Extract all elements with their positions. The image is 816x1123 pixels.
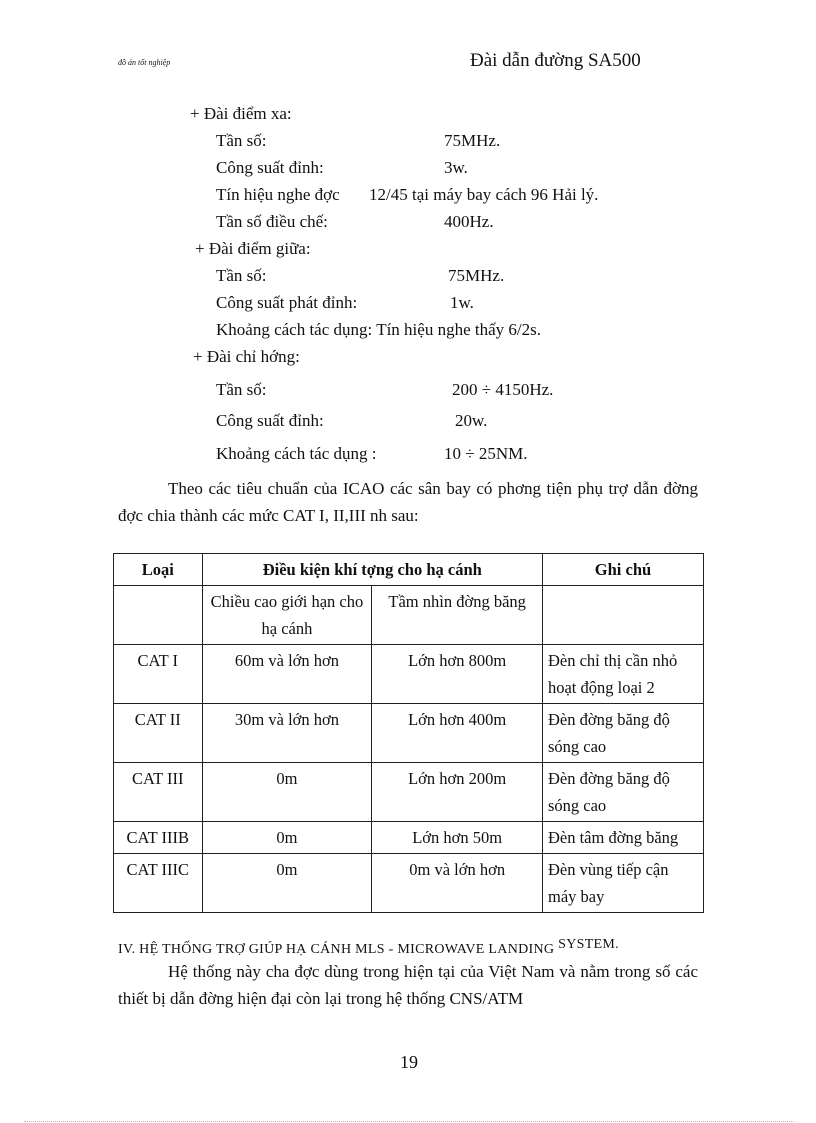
height-cell: 0m — [202, 854, 372, 913]
spec-label: Tần số: — [216, 266, 267, 285]
section-title: IV. HỆ THỐNG TRỢ GIÚP HẠ CÁNH MLS - MICROWAVE LANDING — [118, 942, 555, 957]
height-cell: 60m và lớn hơn — [202, 645, 372, 704]
spec-value: 75MHz. — [448, 266, 505, 285]
spec-value: 10 ÷ 25NM. — [444, 444, 528, 463]
direction-beacon-heading: + Đài chỉ hớng: — [193, 347, 300, 366]
section-heading — [118, 937, 619, 958]
spec-value: 1w. — [450, 293, 474, 312]
height-cell: 0m — [202, 763, 372, 822]
visibility-cell: Lớn hơn 800m — [372, 645, 543, 704]
subheader-height: Chiều cao giới hạn cho hạ cánh — [202, 586, 372, 645]
cat-cell: CAT IIIC — [114, 854, 203, 913]
cat-table — [113, 553, 704, 913]
section-title-suffix: SYSTEM. — [558, 937, 619, 952]
header-type: Loại — [114, 554, 203, 586]
spec-value: 75MHz. — [444, 131, 501, 150]
cat-cell: CAT II — [114, 704, 203, 763]
header-conditions: Điều kiện khí tợng cho hạ cánh — [202, 554, 542, 586]
visibility-cell: Lớn hơn 50m — [372, 822, 543, 854]
cat-cell: CAT III — [114, 763, 203, 822]
cat-cell: CAT IIIB — [114, 822, 203, 854]
table-subheader-row — [114, 586, 704, 645]
table-header-row — [114, 554, 704, 586]
bottom-divider — [24, 1121, 794, 1122]
page-number: 19 — [400, 1052, 418, 1072]
spec-value: 3w. — [444, 158, 468, 177]
cat-cell: CAT I — [114, 645, 203, 704]
visibility-cell: Lớn hơn 400m — [372, 704, 543, 763]
spec-label: Tần số điều chế: — [216, 212, 328, 231]
note-cell: Đèn đờng băng độ sóng cao — [542, 704, 703, 763]
spec-label: Tín hiệu nghe đợc — [216, 185, 340, 204]
visibility-cell: Lớn hơn 200m — [372, 763, 543, 822]
spec-label: Công suất đỉnh: — [216, 411, 324, 430]
empty-cell — [542, 586, 703, 645]
spec-label: Công suất phát đỉnh: — [216, 293, 358, 312]
spec-label: Tần số: — [216, 131, 267, 150]
intro-paragraph: Theo các tiêu chuẩn của ICAO các sân bay có phơng tiện phụ trợ dẫn đờng đợc chia thành các mức CAT I, II,III nh sau: — [118, 479, 698, 525]
header-note: Ghi chú — [542, 554, 703, 586]
far-marker-heading: + Đài điểm xa: — [190, 104, 292, 123]
note-cell: Đèn đờng băng độ sóng cao — [542, 763, 703, 822]
spec-label: Khoảng cách tác dụng : — [216, 444, 377, 463]
table-row — [114, 645, 704, 704]
visibility-cell: 0m và lớn hơn — [372, 854, 543, 913]
spec-value: 12/45 tại máy bay cách 96 Hải lý. — [369, 185, 599, 204]
table-row — [114, 704, 704, 763]
table-row — [114, 854, 704, 913]
header-left-text: đồ án tốt nghiệp — [118, 58, 171, 67]
middle-marker-heading: + Đài điểm giữa: — [195, 239, 311, 258]
table-row — [114, 763, 704, 822]
spec-value: 200 ÷ 4150Hz. — [452, 380, 554, 399]
spec-value: 400Hz. — [444, 212, 494, 231]
spec-line: Khoảng cách tác dụng: Tín hiệu nghe thấy 6/2s. — [216, 320, 541, 339]
spec-value: 20w. — [455, 411, 488, 430]
header-title: Đài dẫn đường SA500 — [470, 50, 641, 71]
note-cell: Đèn tâm đờng băng — [542, 822, 703, 854]
body-paragraph: Hệ thống này cha đợc dùng trong hiện tại của Việt Nam và nằm trong số các thiết bị dẫn đờng hiện đại còn lại trong hệ thống CNS/ATM — [118, 962, 698, 1008]
table-row — [114, 822, 704, 854]
spec-label: Tần số: — [216, 380, 267, 399]
empty-cell — [114, 586, 203, 645]
note-cell: Đèn chỉ thị cần nhỏ hoạt động loại 2 — [542, 645, 703, 704]
note-cell: Đèn vùng tiếp cận máy bay — [542, 854, 703, 913]
height-cell: 0m — [202, 822, 372, 854]
spec-label: Công suất đỉnh: — [216, 158, 324, 177]
subheader-visibility: Tầm nhìn đờng băng — [372, 586, 543, 645]
height-cell: 30m và lớn hơn — [202, 704, 372, 763]
